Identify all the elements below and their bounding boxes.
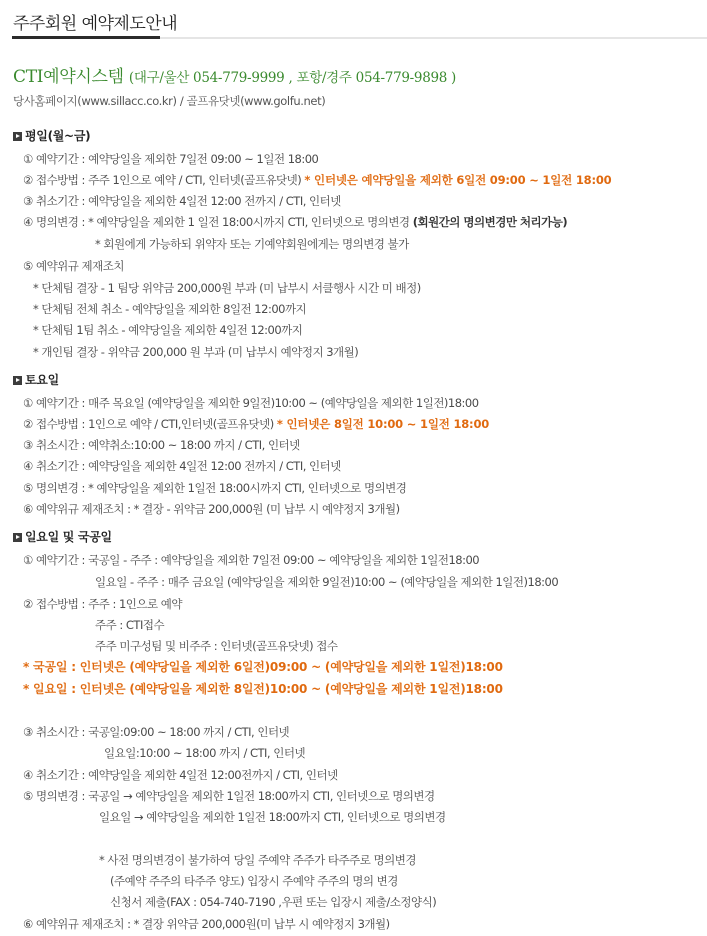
- weekday-penalty-1: * 단체팀 결장 - 1 팀당 위약금 200,000원 부과 (미 납부시 서클행사 시간 미 배정): [33, 281, 421, 295]
- weekday-internet-note: * 인터넷은 예약당일을 제외한 6일전 09:00 ~ 1일전 18:00: [304, 173, 612, 187]
- holiday-internet-note: * 국공일 : 인터넷은 (예약당일을 제외한 6일전)09:00 ~ (예약당일을 제외한 1일전)18:00: [23, 660, 503, 674]
- weekday-method-text: ② 접수방법 : 주주 1인으로 예약 / CTI, 인터넷(골프유닷넷): [23, 173, 302, 187]
- weekday-method: [23, 173, 611, 187]
- arrow-bullet-icon: [13, 533, 22, 542]
- section-heading-text: 평일(월~금): [25, 129, 91, 143]
- holiday-period-sunday: 일요일 - 주주 : 매주 금요일 (예약당일을 제외한 9일전)10:00 ~ (예약당일을 제외한 1일전)18:00: [95, 575, 559, 589]
- weekday-name-change: [23, 215, 567, 229]
- section-heading-text: 일요일 및 국공일: [25, 530, 112, 544]
- saturday-internet-note: * 인터넷은 8일전 10:00 ~ 1일전 18:00: [276, 417, 490, 431]
- saturday-cancel-time: ③ 취소시간 : 예약취소:10:00 ~ 18:00 까지 / CTI, 인터넷: [23, 438, 300, 452]
- holiday-name-change: ⑤ 명의변경 : 국공일 → 예약당일을 제외한 1일전 18:00까지 CTI, 인터넷으로 명의변경: [23, 789, 435, 803]
- section-heading-weekday: [13, 129, 90, 143]
- holiday-method: ② 접수방법 : 주주 : 1인으로 예약: [23, 597, 183, 611]
- saturday-cancel-period: ④ 취소기간 : 예약당일을 제외한 4일전 12:00 전까지 / CTI, 인터넷: [23, 459, 341, 473]
- site-links: 당사홈페이지(www.sillacc.co.kr) / 골프유닷넷(www.golfu.net): [13, 94, 326, 108]
- sunday-name-change: 일요일 → 예약당일을 제외한 1일전 18:00까지 CTI, 인터넷으로 명의변경: [99, 810, 446, 824]
- weekday-name-change-bold: (회원간의 명의변경만 처리가능): [412, 215, 568, 229]
- saturday-name-change: ⑤ 명의변경 : * 예약당일을 제외한 1일전 18:00시까지 CTI, 인터넷으로 명의변경: [23, 481, 407, 495]
- holiday-method-internet: 주주 미구성팀 및 비주주 : 인터넷(골프유닷넷) 접수: [95, 639, 338, 653]
- brand-line: [13, 62, 456, 87]
- sunday-internet-note: * 일요일 : 인터넷은 (예약당일을 제외한 8일전)10:00 ~ (예약당일을 제외한 1일전)18:00: [23, 682, 503, 696]
- weekday-penalty-3: * 단체팀 1팀 취소 - 예약당일을 제외한 4일전 12:00까지: [33, 323, 303, 337]
- section-heading-saturday: [13, 373, 59, 387]
- section-heading-holiday: [13, 530, 112, 544]
- weekday-penalty-4: * 개인팀 결장 - 위약금 200,000 원 부과 (미 납부시 예약정지 3개월): [33, 345, 359, 359]
- holiday-sanctions: ⑥ 예약위규 제재조치 : * 결장 위약금 200,000원(미 납부 시 예약정지 3개월): [23, 917, 390, 931]
- title-underline-dark: [12, 36, 160, 39]
- weekday-sanctions: ⑤ 예약위규 제재조치: [23, 259, 124, 273]
- brand-contact: (대구/울산 054-779-9999 , 포항/경주 054-779-9898 ): [128, 70, 457, 86]
- page-title: 주주회원 예약제도안내: [13, 14, 178, 34]
- holiday-note-3: 신청서 제출(FAX : 054-740-7190 ,우편 또는 입장시 제출/소정양식): [110, 895, 437, 909]
- saturday-method: [23, 417, 489, 431]
- holiday-cancel-period: ④ 취소기간 : 예약당일을 제외한 4일전 12:00전까지 / CTI, 인터넷: [23, 768, 338, 782]
- section-heading-text: 토요일: [25, 373, 59, 387]
- weekday-cancel: ③ 취소기간 : 예약당일을 제외한 4일전 12:00 전까지 / CTI, 인터넷: [23, 194, 341, 208]
- weekday-name-change-text: ④ 명의변경 : * 예약당일을 제외한 1 일전 18:00시까지 CTI, 인터넷으로 명의변경: [23, 215, 410, 229]
- weekday-period: ① 예약기간 : 예약당일을 제외한 7일전 09:00 ~ 1일전 18:00: [23, 152, 319, 166]
- arrow-bullet-icon: [13, 132, 22, 141]
- weekday-name-change-note: * 회원에게 가능하되 위약자 또는 기예약회원에게는 명의변경 불가: [95, 237, 409, 251]
- holiday-cancel-time: ③ 취소시간 : 국공일:09:00 ~ 18:00 까지 / CTI, 인터넷: [23, 725, 290, 739]
- holiday-period: ① 예약기간 : 국공일 - 주주 : 예약당일을 제외한 7일전 09:00 ~ 예약당일을 제외한 1일전18:00: [23, 553, 480, 567]
- arrow-bullet-icon: [13, 376, 22, 385]
- weekday-penalty-2: * 단체팀 전체 취소 - 예약당일을 제외한 8일전 12:00까지: [33, 302, 307, 316]
- brand-name: CTI예약시스템: [13, 67, 124, 87]
- saturday-method-text: ② 접수방법 : 1인으로 예약 / CTI,인터넷(골프유닷넷): [23, 417, 274, 431]
- saturday-period: ① 예약기간 : 매주 목요일 (예약당일을 제외한 9일전)10:00 ~ (예약당일을 제외한 1일전)18:00: [23, 396, 479, 410]
- sunday-cancel-time: 일요일:10:00 ~ 18:00 까지 / CTI, 인터넷: [104, 746, 306, 760]
- title-underline-light: [160, 37, 707, 39]
- holiday-note-1: * 사전 명의변경이 불가하여 당일 주예약 주주가 타주주로 명의변경: [99, 853, 416, 867]
- holiday-method-cti: 주주 : CTI접수: [95, 618, 165, 632]
- saturday-sanctions: ⑥ 예약위규 제재조치 : * 결장 - 위약금 200,000원 (미 납부 시 예약정지 3개월): [23, 502, 400, 516]
- holiday-note-2: (주예약 주주의 타주주 양도) 입장시 주예약 주주의 명의 변경: [110, 874, 398, 888]
